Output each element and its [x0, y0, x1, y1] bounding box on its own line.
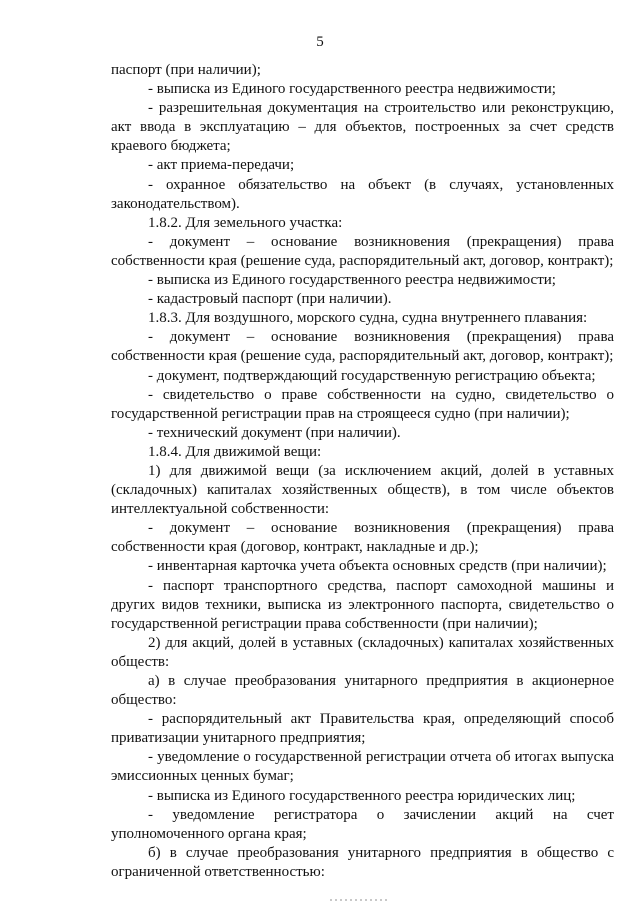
paragraph: а) в случае преобразования унитарного предприятия в акционерное общество:: [111, 673, 614, 709]
paragraph: - документ, подтверждающий государственную регистрацию объекта;: [148, 367, 596, 384]
scan-artifact: [330, 899, 390, 901]
paragraph: - выписка из Единого государственного реестра недвижимости;: [148, 272, 556, 289]
paragraph: - инвентарная карточка учета объекта основных средств (при наличии);: [148, 558, 607, 575]
section-heading: 1.8.2. Для земельного участка:: [148, 214, 343, 231]
document-body: [111, 61, 614, 882]
paragraph: б) в случае преобразования унитарного предприятия в общество с ограниченной ответственностью:: [111, 844, 614, 880]
paragraph: - уведомление о государственной регистрации отчета об итогах выпуска эмиссионных ценных бумаг;: [111, 749, 614, 785]
paragraph: - свидетельство о праве собственности на судно, свидетельство о государственной регистрации прав на строящееся судно (при наличии);: [111, 386, 614, 422]
paragraph: - акт приема-передачи;: [148, 157, 295, 174]
paragraph: - паспорт транспортного средства, паспорт самоходной машины и других видов техники, выписка из электронного паспорта, свидетельство о государственной регистрации права собственности (при наличии);: [111, 577, 614, 632]
paragraph: - кадастровый паспорт (при наличии).: [148, 291, 392, 308]
paragraph: - документ – основание возникновения (прекращения) права собственности края (договор, контракт, накладные и др.);: [111, 520, 614, 556]
paragraph: - уведомление регистратора о зачислении акций на счет уполномоченного органа края;: [111, 806, 614, 842]
section-heading: 1.8.3. Для воздушного, морского судна, судна внутреннего плавания:: [148, 310, 588, 327]
paragraph: - охранное обязательство на объект (в случаях, установленных законодательством).: [111, 176, 614, 212]
paragraph: - документ – основание возникновения (прекращения) права собственности края (решение суда, распорядительный акт, договор, контракт);: [111, 329, 614, 365]
paragraph: паспорт (при наличии);: [111, 62, 261, 78]
section-heading: 1.8.4. Для движимой вещи:: [148, 443, 322, 460]
paragraph: - разрешительная документация на строительство или реконструкцию, акт ввода в эксплуатацию – для объектов, построенных за счет средств краевого бюджета;: [111, 100, 614, 155]
paragraph: 1) для движимой вещи (за исключением акций, долей в уставных (складочных) капиталах хозяйственных обществ), в том числе объектов интеллектуальной собственности:: [111, 462, 614, 518]
paragraph: - выписка из Единого государственного реестра недвижимости;: [148, 81, 556, 98]
paragraph: - выписка из Единого государственного реестра юридических лиц;: [148, 787, 576, 804]
paragraph: - документ – основание возникновения (прекращения) права собственности края (решение суда, распорядительный акт, договор, контракт);: [111, 233, 614, 269]
paragraph: - технический документ (при наличии).: [148, 424, 401, 441]
paragraph: 2) для акций, долей в уставных (складочных) капиталах хозяйственных обществ:: [111, 634, 614, 670]
paragraph: - распорядительный акт Правительства края, определяющий способ приватизации унитарного предприятия;: [111, 711, 614, 747]
page-number: 5: [316, 34, 324, 50]
